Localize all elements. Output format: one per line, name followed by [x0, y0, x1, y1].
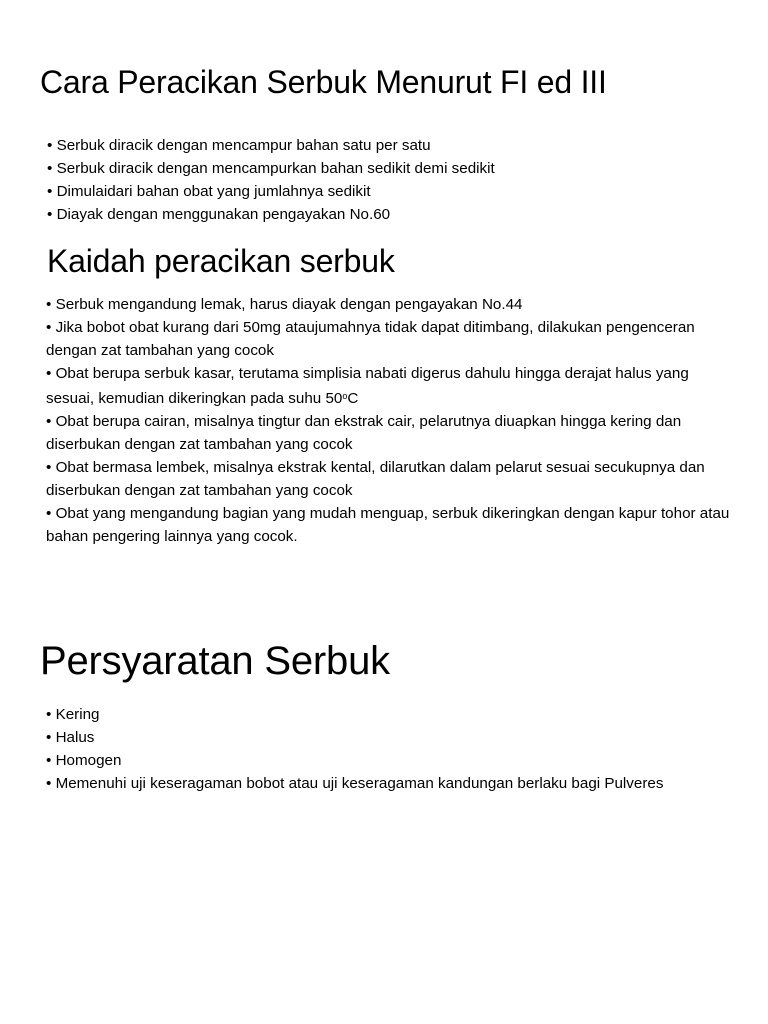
list-item: • Obat berupa cairan, misalnya tingtur dan ekstrak cair, pelarutnya diuapkan hingga kering dan diserbukan dengan zat tambahan yang cocok — [46, 413, 682, 453]
list-item: • Obat bermasa lembek, misalnya ekstrak kental, dilarutkan dalam pelarut sesuai secukupnya dan diserbukan dengan zat tambahan yang cocok — [46, 459, 705, 499]
bullet-icon: • — [47, 160, 53, 177]
bullet-icon: • — [46, 413, 52, 430]
list-item: • Halus — [46, 729, 95, 746]
bullet-icon: • — [47, 183, 53, 200]
bullet-icon: • — [46, 296, 52, 313]
bullet-icon: • — [46, 505, 52, 522]
kaidah-peracikan-list — [46, 293, 736, 548]
list-item: • Kering — [46, 706, 100, 723]
degree-symbol: o — [342, 391, 348, 401]
list-item: • Serbuk mengandung lemak, harus diayak dengan pengayakan No.44 — [46, 296, 523, 313]
bullet-icon: • — [47, 206, 53, 223]
list-item: • Dimulaidari bahan obat yang jumlahnya sedikit — [47, 183, 371, 200]
bullet-icon: • — [46, 459, 52, 476]
bullet-icon: • — [46, 319, 52, 336]
list-item: • Obat berupa serbuk kasar, terutama simplisia nabati digerus dahulu hingga derajat halus yang sesuai, kemudian dikeringkan pada suhu 50$^o$C — [46, 365, 689, 407]
bullet-icon: • — [47, 137, 53, 154]
persyaratan-list — [46, 703, 736, 795]
bullet-icon: • — [46, 752, 52, 769]
bullet-icon: • — [46, 365, 52, 382]
cara-peracikan-list — [47, 134, 737, 226]
bullet-icon: • — [46, 706, 52, 723]
list-item: • Serbuk diracik dengan mencampur bahan satu per satu — [47, 137, 431, 154]
list-item: • Homogen — [46, 752, 122, 769]
bullet-icon: • — [46, 729, 52, 746]
list-item: • Jika bobot obat kurang dari 50mg ataujumahnya tidak dapat ditimbang, dilakukan pengenceran dengan zat tambahan yang cocok — [46, 319, 695, 359]
list-item: • Diayak dengan menggunakan pengayakan No.60 — [47, 206, 391, 223]
section-title-kaidah-peracikan: Kaidah peracikan serbuk — [47, 243, 395, 279]
list-item: • Obat yang mengandung bagian yang mudah menguap, serbuk dikeringkan dengan kapur tohor atau bahan pengering lainnya yang cocok. — [46, 505, 730, 545]
list-item: • Serbuk diracik dengan mencampurkan bahan sedikit demi sedikit — [47, 160, 495, 177]
list-item: • Memenuhi uji keseragaman bobot atau uji keseragaman kandungan berlaku bagi Pulveres — [46, 775, 664, 792]
bullet-icon: • — [46, 775, 52, 792]
degree-unit: C — [347, 390, 359, 407]
section-title-persyaratan: Persyaratan Serbuk — [40, 639, 390, 683]
section-title-cara-peracikan: Cara Peracikan Serbuk Menurut FI ed III — [40, 64, 607, 100]
